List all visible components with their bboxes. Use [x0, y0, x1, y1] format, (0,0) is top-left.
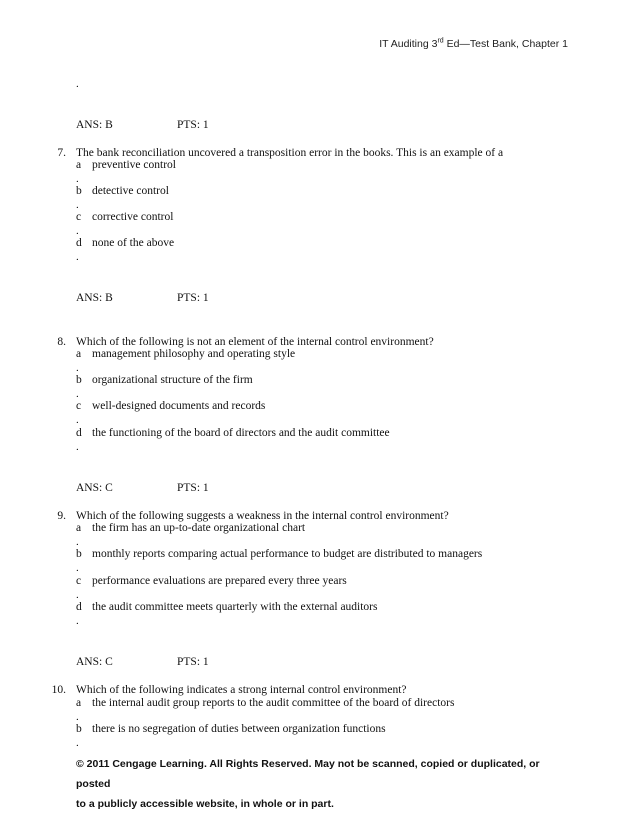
- option-dot: .: [76, 589, 79, 601]
- points-label: PTS: 1: [177, 656, 209, 668]
- option-b: [76, 723, 386, 735]
- option-dot: .: [76, 388, 79, 400]
- option-b: [76, 548, 482, 560]
- option-a: [76, 697, 454, 709]
- option-text: organizational structure of the firm: [92, 374, 253, 386]
- option-text: monthly reports comparing actual performance to budget are distributed to managers: [92, 548, 483, 560]
- option-letter: b: [76, 185, 82, 197]
- option-dot: .: [76, 615, 79, 627]
- option-d: [76, 237, 174, 249]
- points-label: PTS: 1: [177, 292, 209, 304]
- option-letter: a: [76, 159, 82, 171]
- option-text: preventive control: [92, 159, 176, 171]
- option-text: the internal audit group reports to the audit committee of the board of directors: [92, 697, 455, 709]
- option-a: [76, 522, 305, 534]
- option-text: well-designed documents and records: [92, 400, 266, 412]
- option-a: [76, 159, 176, 171]
- question-text: Which of the following indicates a strong internal control environment?: [76, 684, 407, 696]
- option-text: there is no segregation of duties between organization functions: [92, 723, 386, 735]
- copyright-line-2: to a publicly accessible website, in whole or in part.: [76, 798, 334, 810]
- copyright-line-1: © 2011 Cengage Learning. All Rights Reserved. May not be scanned, copied or duplicated, or posted: [76, 758, 540, 790]
- answer-line: [76, 292, 209, 304]
- option-dot: .: [76, 737, 79, 749]
- header-superscript: rd: [437, 37, 444, 45]
- header-subtitle: Ed—Test Bank, Chapter 1: [443, 38, 568, 50]
- option-letter: a: [76, 522, 82, 534]
- option-c: [76, 575, 347, 587]
- answer-label: ANS: B: [76, 119, 113, 131]
- option-dot: .: [76, 78, 79, 90]
- option-letter: d: [76, 601, 82, 613]
- question-number: 8.: [57, 336, 66, 348]
- header-title: IT Auditing 3: [379, 38, 438, 50]
- option-text: management philosophy and operating style: [92, 348, 296, 360]
- option-c: [76, 400, 265, 412]
- option-dot: .: [76, 199, 79, 211]
- option-text: the audit committee meets quarterly with the external auditors: [92, 601, 378, 613]
- option-d: [76, 427, 390, 439]
- copyright-footer: [76, 754, 566, 814]
- option-dot: .: [76, 362, 79, 374]
- option-b: [76, 374, 253, 386]
- option-dot: .: [76, 414, 79, 426]
- question-text: Which of the following suggests a weakness in the internal control environment?: [76, 510, 449, 522]
- question-number: 7.: [57, 147, 66, 159]
- page-header: [379, 38, 568, 50]
- option-dot: .: [76, 536, 79, 548]
- question-number: 9.: [57, 510, 66, 522]
- option-dot: .: [76, 173, 79, 185]
- option-text: detective control: [92, 185, 169, 197]
- option-d: [76, 601, 378, 613]
- option-letter: b: [76, 723, 82, 735]
- option-letter: b: [76, 548, 82, 560]
- option-dot: .: [76, 711, 79, 723]
- answer-line: [76, 482, 209, 494]
- option-letter: a: [76, 697, 82, 709]
- question-text: The bank reconciliation uncovered a transposition error in the books. This is an example of a: [76, 147, 504, 159]
- option-letter: c: [76, 211, 82, 223]
- option-letter: b: [76, 374, 82, 386]
- option-letter: c: [76, 575, 82, 587]
- option-letter: d: [76, 427, 82, 439]
- question-number: 10.: [51, 684, 66, 696]
- answer-label: ANS: C: [76, 482, 113, 494]
- option-text: the firm has an up-to-date organizational chart: [92, 522, 306, 534]
- points-label: PTS: 1: [177, 119, 209, 131]
- option-c: [76, 211, 173, 223]
- answer-line: [76, 119, 209, 131]
- option-text: corrective control: [92, 211, 174, 223]
- option-text: the functioning of the board of directors and the audit committee: [92, 427, 390, 439]
- option-dot: .: [76, 562, 79, 574]
- option-letter: a: [76, 348, 82, 360]
- question-text: Which of the following is not an element of the internal control environment?: [76, 336, 434, 348]
- option-text: none of the above: [92, 237, 175, 249]
- option-dot: .: [76, 251, 79, 263]
- answer-line: [76, 656, 209, 668]
- points-label: PTS: 1: [177, 482, 209, 494]
- answer-label: ANS: C: [76, 656, 113, 668]
- option-a: [76, 348, 295, 360]
- option-letter: c: [76, 400, 82, 412]
- option-dot: .: [76, 225, 79, 237]
- option-dot: .: [76, 441, 79, 453]
- option-text: performance evaluations are prepared every three years: [92, 575, 347, 587]
- answer-label: ANS: B: [76, 292, 113, 304]
- option-letter: d: [76, 237, 82, 249]
- option-b: [76, 185, 169, 197]
